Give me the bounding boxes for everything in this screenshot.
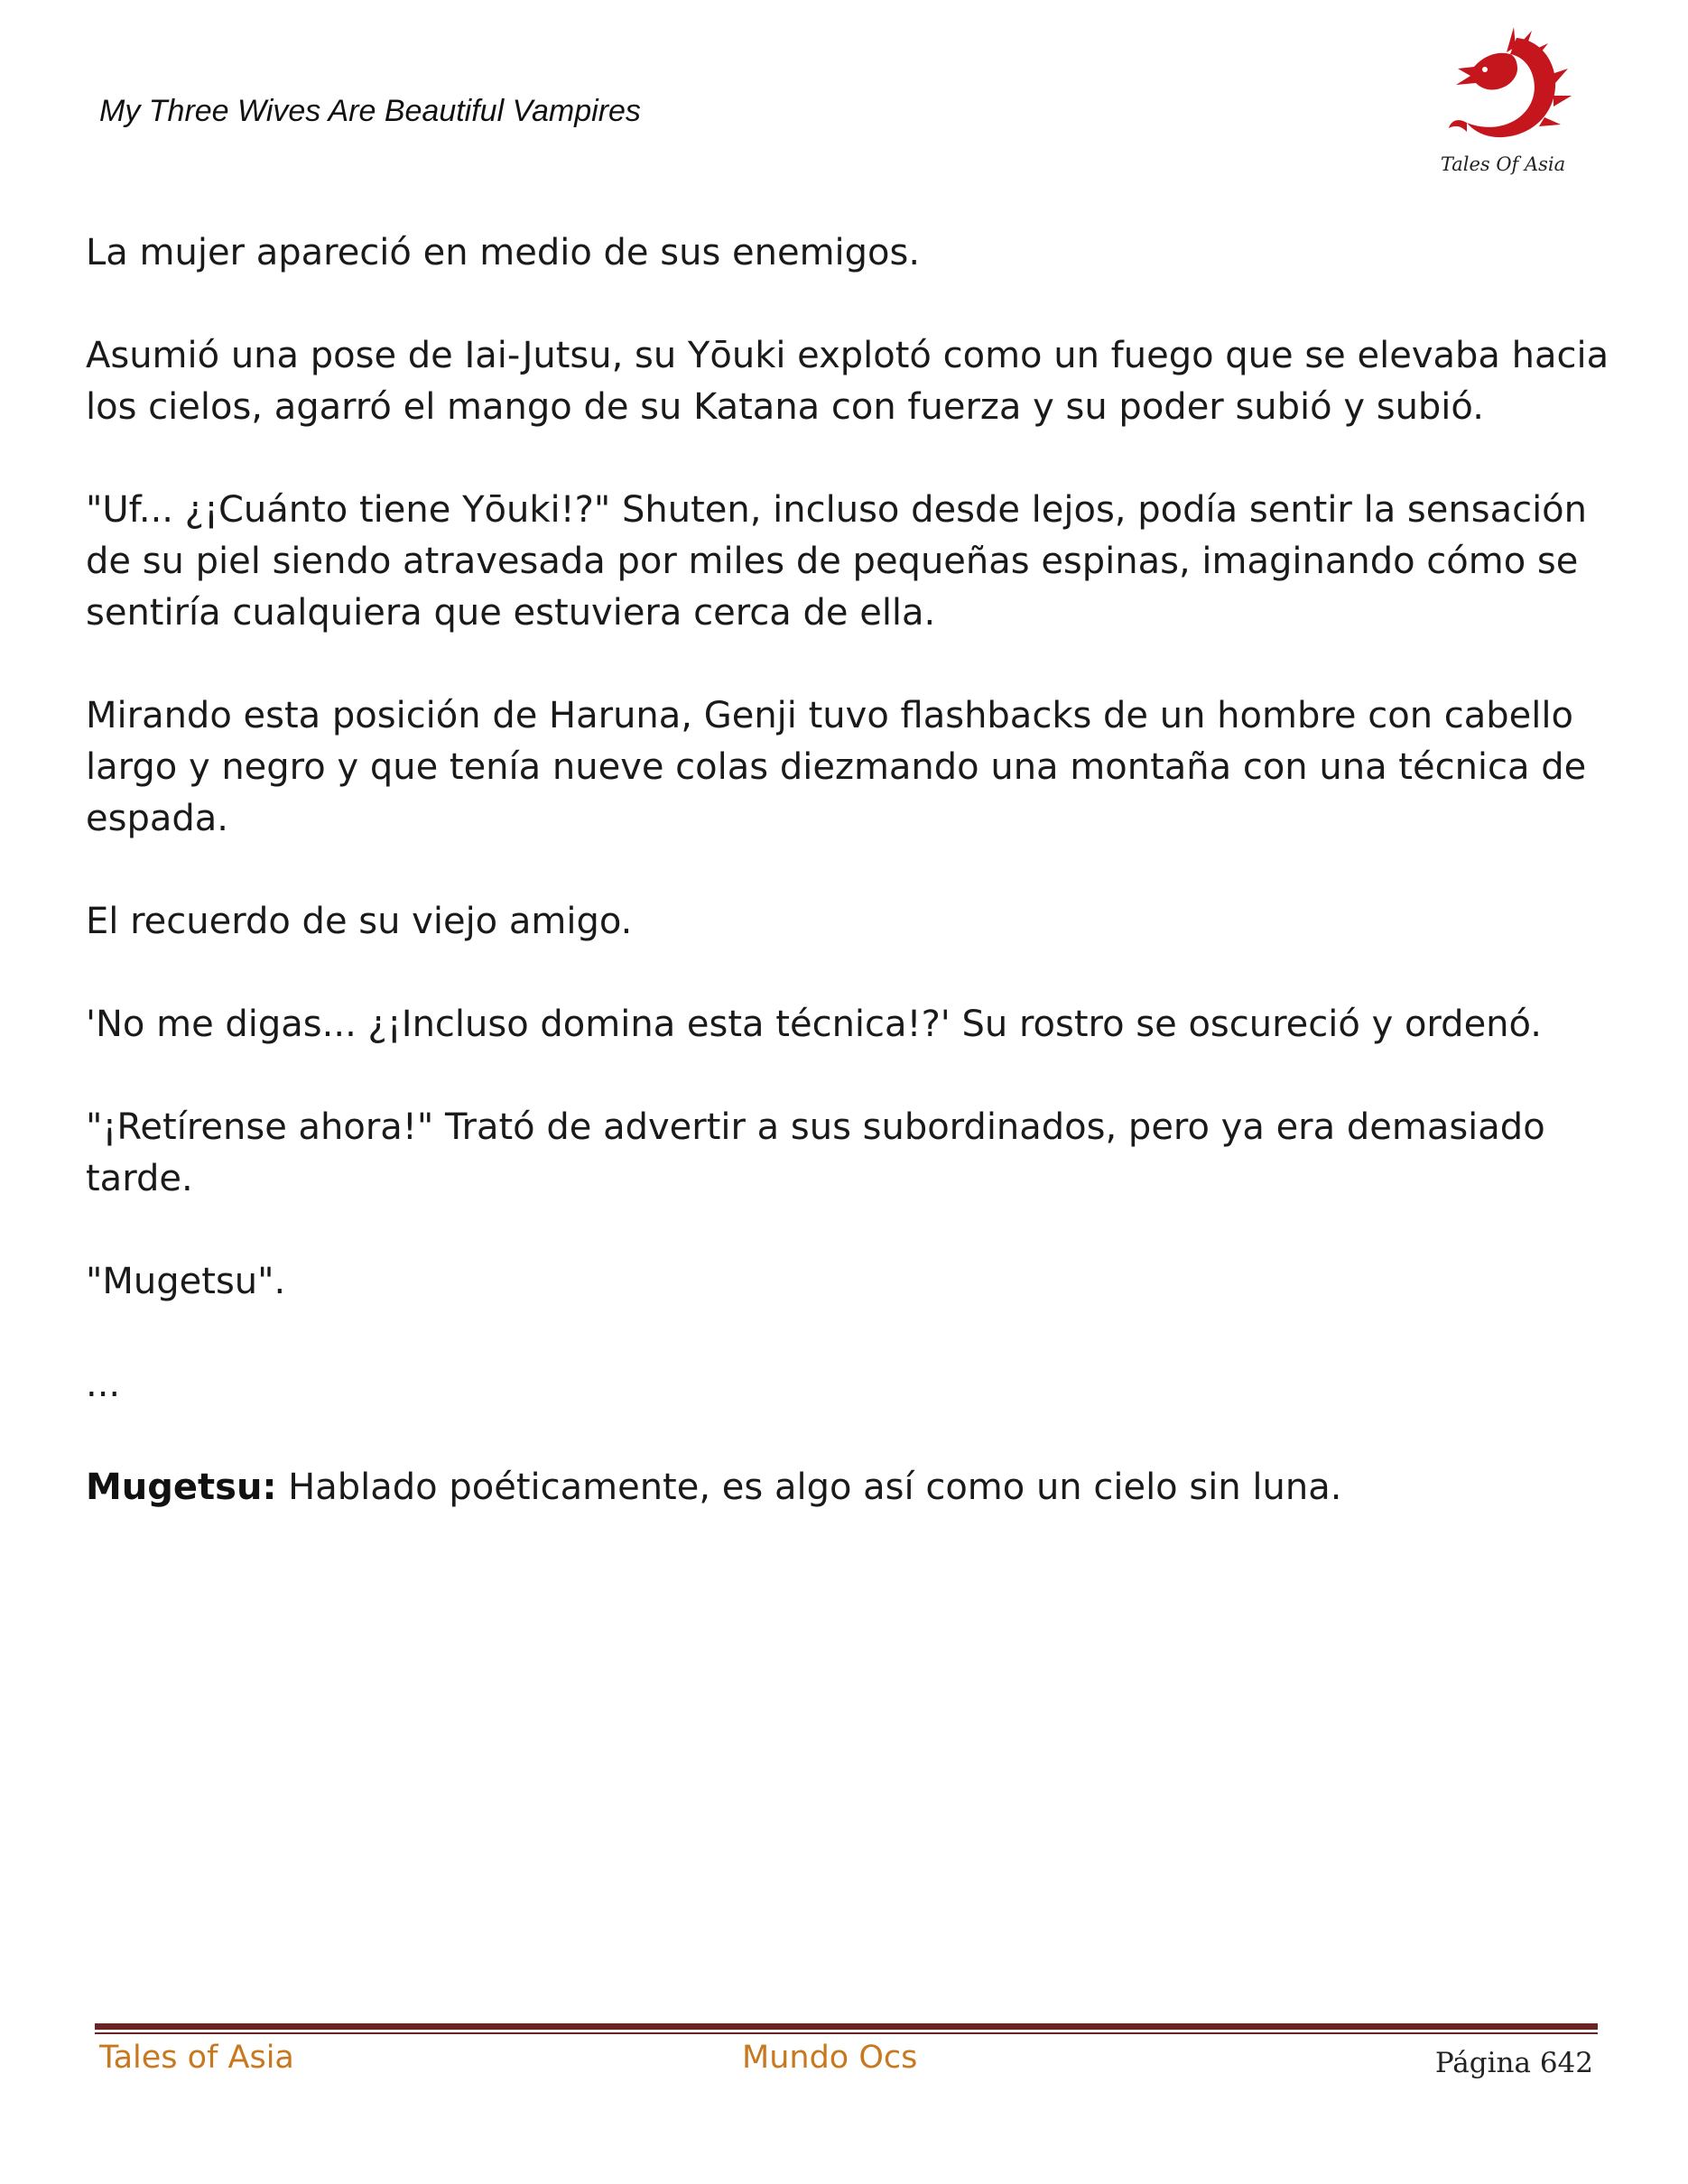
note-text: Hablado poéticamente, es algo así como un cielo sin luna. [276,1467,1342,1508]
book-title: My Three Wives Are Beautiful Vampires [99,94,641,128]
paragraph: Asumió una pose de Iai-Jutsu, su Yōuki explotó como un fuego que se elevaba hacia los cielos, agarró el mango de su Katana con fuerza y su poder subió y subió. [86,335,1609,428]
paragraph: "Mugetsu". [86,1261,286,1302]
paragraph: ... [86,1364,121,1405]
paragraph: 'No me digas... ¿¡Incluso domina esta técnica!?' Su rostro se oscureció y ordenó. [86,1004,1543,1045]
page-number: Página 642 [1434,2047,1593,2079]
paragraph: Mirando esta posición de Haruna, Genji tuvo flashbacks de un hombre con cabello largo y negro y que tenía nueve colas diezmando una montaña con una técnica de espada. [86,695,1587,839]
paragraph: "¡Retírense ahora!" Trató de advertir a sus subordinados, pero ya era demasiado tarde. [86,1106,1545,1199]
note-term: Mugetsu: [86,1467,277,1508]
publisher-logo [1431,20,1575,182]
paragraph: El recuerdo de su viejo amigo. [86,901,633,942]
translator-note [86,1462,1620,1513]
paragraph: "Uf... ¿¡Cuánto tiene Yōuki!?" Shuten, incluso desde lejos, podía sentir la sensación de su piel siendo atravesada por miles de pequeñas espinas, imaginando cómo se sentiría cualquiera que estuviera cerca de ella. [86,489,1588,634]
footer-section: Mundo Ocs [742,2040,918,2076]
logo-caption: Tales Of Asia [1440,153,1566,175]
footer-publisher: Tales of Asia [99,2040,294,2076]
paragraph: La mujer apareció en medio de sus enemigos. [86,232,921,273]
footer-divider [95,2023,1598,2034]
red-dragon-icon [1431,20,1575,155]
chapter-body [86,227,1620,1565]
